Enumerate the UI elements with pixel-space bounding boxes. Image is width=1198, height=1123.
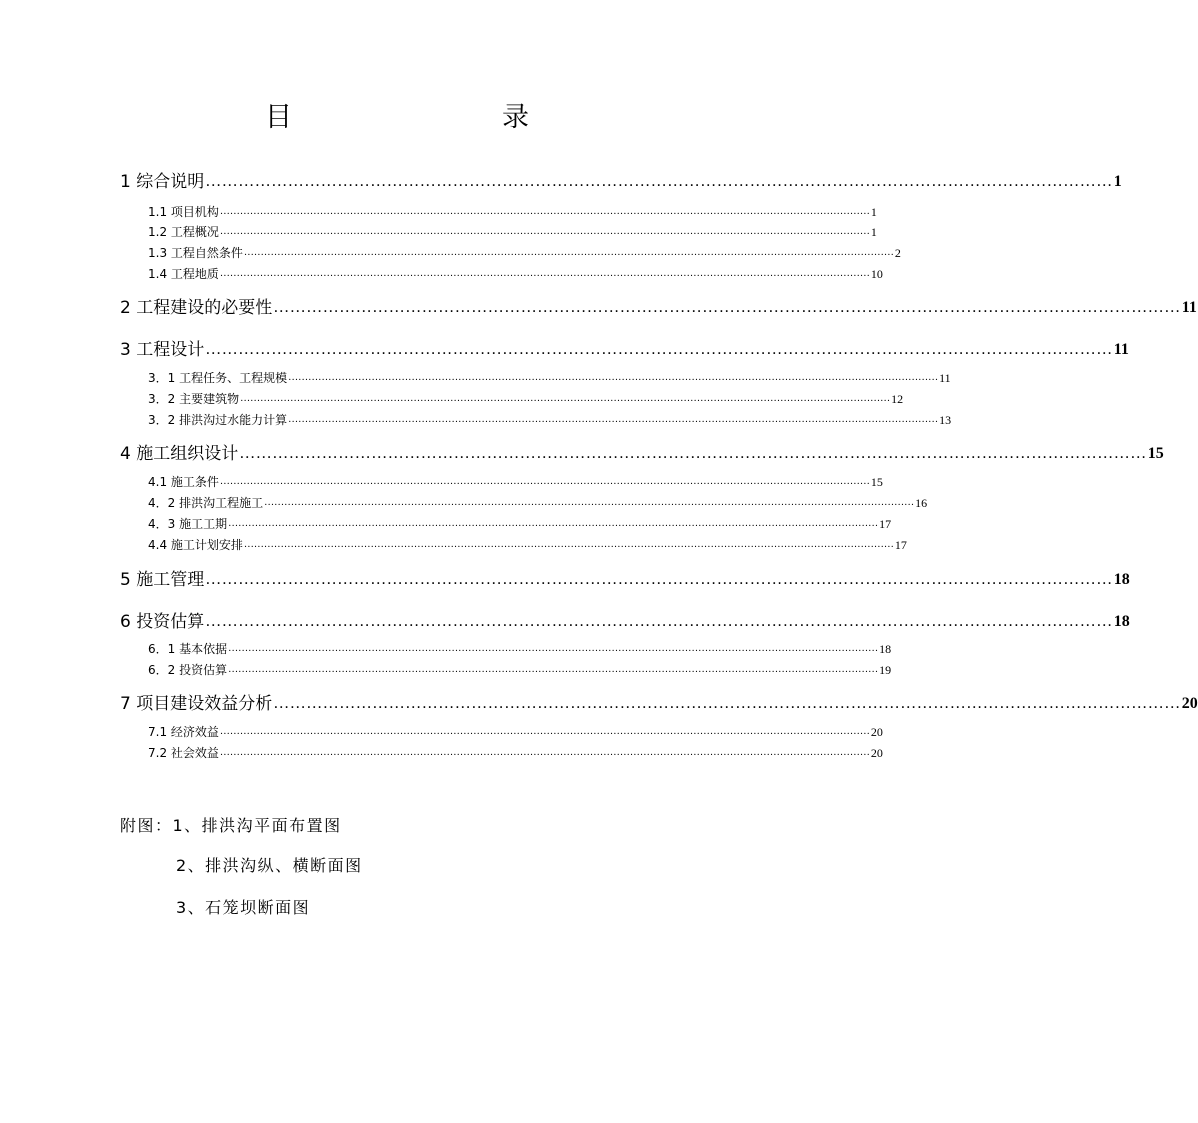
toc-entry-2[interactable] [120,294,1197,318]
page-title: 目 录 [265,102,581,133]
toc-entry-label: 7 项目建设效益分析 [120,694,273,714]
toc-leader-dots: …………………………………………………………………………………………………………………………………………………………………………… [228,664,879,675]
toc-entry-4-2[interactable] [148,494,928,510]
toc-leader-dots: …………………………………………………………………………………………………………………………………………………………………………… [288,372,939,383]
toc-entry-page: 1 [870,225,877,239]
toc-entry-page: 18 [879,642,892,656]
toc-leader-dots: ………………………………………………………………………………………………………………………………………………… [205,173,1113,190]
appendix-figure-2: 2、排洪沟纵、横断面图 [176,856,363,875]
toc-entry-3-2[interactable] [148,390,904,406]
toc-entry-1-2[interactable] [148,223,877,239]
toc-entry-3[interactable] [120,336,1129,360]
toc-entry-page: 11 [1181,299,1197,316]
toc-entry-page: 1 [870,205,877,219]
toc-entry-label: 1.2 工程概况 [148,225,219,239]
toc-leader-dots: …………………………………………………………………………………………………………………………………………………………………………… [243,247,894,258]
toc-leader-dots: ………………………………………………………………………………………………………………………………………………… [273,695,1181,712]
toc-leader-dots: …………………………………………………………………………………………………………………………………………………………………………… [219,206,870,217]
toc-entry-page: 17 [894,538,907,552]
toc-leader-dots: …………………………………………………………………………………………………………………………………………………………………………… [288,414,939,425]
toc-entry-label: 1.4 工程地质 [148,267,219,281]
toc-leader-dots: …………………………………………………………………………………………………………………………………………………………………………… [219,726,870,737]
toc-entry-6-2[interactable] [148,661,892,677]
toc-entry-7[interactable] [120,690,1198,714]
toc-leader-dots: …………………………………………………………………………………………………………………………………………………………………………… [243,539,894,550]
toc-entry-page: 12 [891,392,904,406]
toc-entry-1-4[interactable] [148,265,883,281]
toc-entry-4-4[interactable] [148,536,907,552]
toc-entry-1-1[interactable] [148,203,877,219]
toc-entry-page: 2 [894,246,901,260]
toc-leader-dots: ………………………………………………………………………………………………………………………………………………… [239,445,1147,462]
toc-entry-4-1[interactable] [148,473,883,489]
toc-entry-4[interactable] [120,440,1164,464]
toc-leader-dots: …………………………………………………………………………………………………………………………………………………………………………… [219,476,870,487]
toc-entry-7-2[interactable] [148,744,883,760]
toc-entry-page: 17 [879,517,892,531]
toc-entry-label: 6 投资估算 [120,612,205,632]
toc-entry-page: 20 [870,746,883,760]
toc-entry-label: 3．1 工程任务、工程规模 [148,371,288,385]
toc-entry-page: 11 [1113,341,1129,358]
toc-entry-label: 7.2 社会效益 [148,746,219,760]
toc-entry-page: 10 [870,267,883,281]
toc-entry-1[interactable] [120,168,1122,192]
toc-entry-page: 18 [1113,613,1130,630]
toc-leader-dots: …………………………………………………………………………………………………………………………………………………………………………… [219,268,870,279]
toc-leader-dots: …………………………………………………………………………………………………………………………………………………………………………… [228,518,879,529]
toc-entry-label: 1.3 工程自然条件 [148,246,243,260]
toc-entry-label: 1 综合说明 [120,172,205,192]
toc-leader-dots: …………………………………………………………………………………………………………………………………………………………………………… [228,643,879,654]
toc-entry-6-1[interactable] [148,640,892,656]
toc-entry-3-1[interactable] [148,369,951,385]
toc-entry-label: 5 施工管理 [120,570,205,590]
toc-entry-label: 3．2 主要建筑物 [148,392,240,406]
toc-leader-dots: …………………………………………………………………………………………………………………………………………………………………………… [264,497,915,508]
toc-entry-3-3[interactable] [148,411,952,427]
appendix-figure-3: 3、石笼坝断面图 [176,898,311,917]
toc-entry-label: 4．2 排洪沟工程施工 [148,496,264,510]
toc-leader-dots: …………………………………………………………………………………………………………………………………………………………………………… [219,747,870,758]
toc-entry-page: 20 [870,725,883,739]
toc-entry-4-3[interactable] [148,515,892,531]
toc-entry-page: 1 [1113,173,1122,190]
toc-entry-label: 1.1 项目机构 [148,205,219,219]
toc-entry-5[interactable] [120,566,1130,590]
toc-leader-dots: ………………………………………………………………………………………………………………………………………………… [273,299,1181,316]
toc-entry-label: 3．2 排洪沟过水能力计算 [148,413,288,427]
toc-entry-label: 4.4 施工计划安排 [148,538,243,552]
toc-entry-page: 19 [879,663,892,677]
toc-entry-label: 6．2 投资估算 [148,663,228,677]
toc-leader-dots: ………………………………………………………………………………………………………………………………………………… [205,613,1113,630]
toc-entry-6[interactable] [120,608,1130,632]
toc-leader-dots: ………………………………………………………………………………………………………………………………………………… [205,571,1113,588]
toc-entry-page: 15 [1147,445,1164,462]
toc-entry-label: 4．3 施工工期 [148,517,228,531]
toc-leader-dots: …………………………………………………………………………………………………………………………………………………………………………… [240,393,891,404]
toc-entry-page: 16 [915,496,928,510]
toc-leader-dots: …………………………………………………………………………………………………………………………………………………………………………… [219,226,870,237]
toc-entry-label: 2 工程建设的必要性 [120,298,273,318]
toc-entry-page: 20 [1181,695,1198,712]
toc-entry-7-1[interactable] [148,723,883,739]
toc-entry-page: 11 [939,371,951,385]
toc-entry-label: 4 施工组织设计 [120,444,239,464]
toc-entry-page: 18 [1113,571,1130,588]
toc-entry-label: 3 工程设计 [120,340,205,360]
toc-entry-label: 4.1 施工条件 [148,475,219,489]
toc-leader-dots: ………………………………………………………………………………………………………………………………………………… [205,341,1113,358]
toc-entry-label: 7.1 经济效益 [148,725,219,739]
appendix-figure-1: 附图：1、排洪沟平面布置图 [120,816,342,835]
toc-entry-page: 13 [939,413,952,427]
toc-entry-label: 6．1 基本依据 [148,642,228,656]
toc-entry-1-3[interactable] [148,244,901,260]
toc-entry-page: 15 [870,475,883,489]
